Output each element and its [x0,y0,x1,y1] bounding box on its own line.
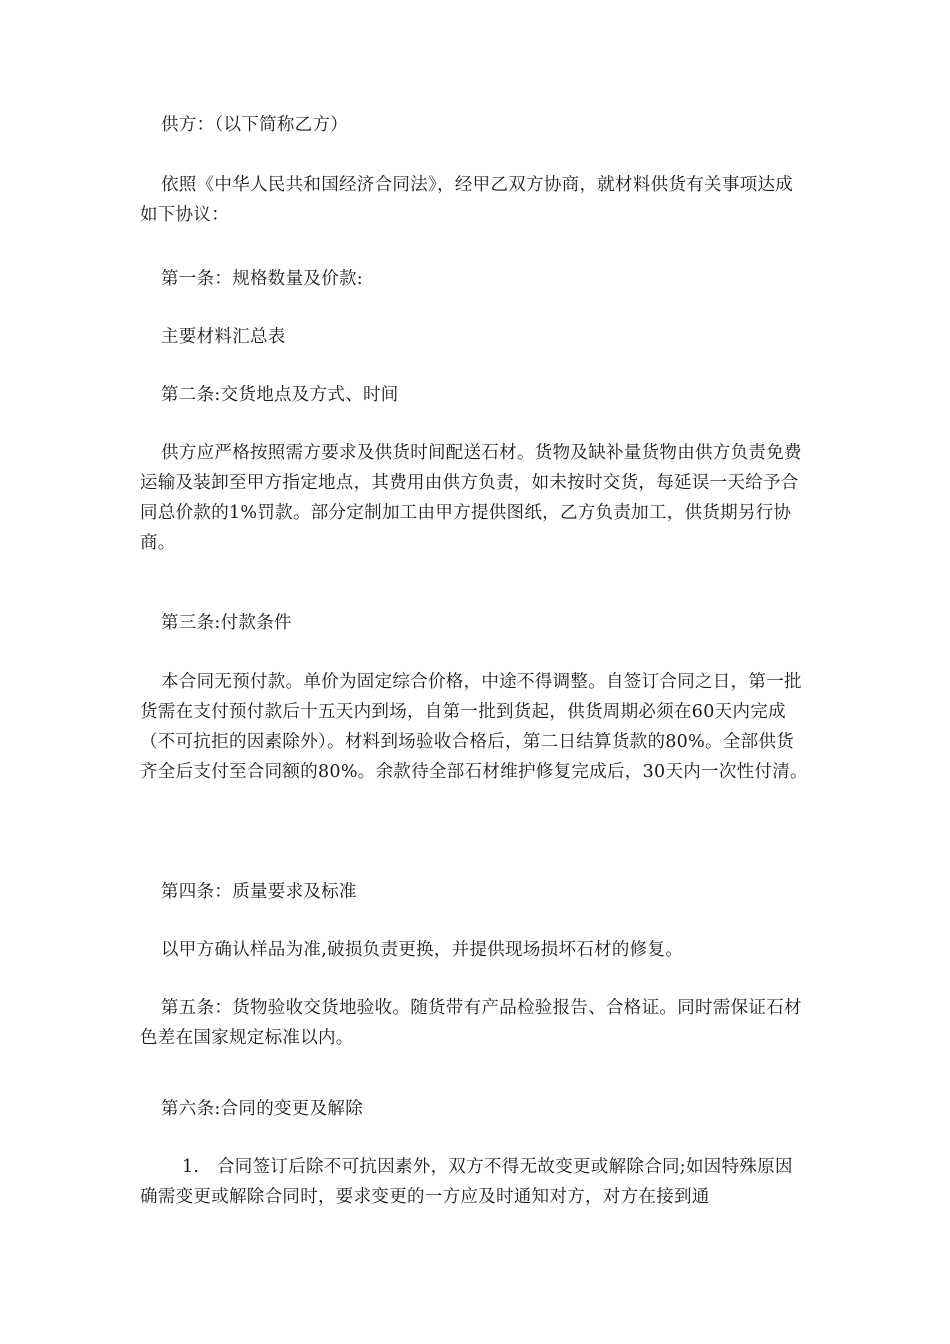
supplier-line: 供方：（以下简称乙方） [161,115,349,135]
article-6-heading: 第六条:合同的变更及解除 [161,1099,363,1119]
article-1-heading: 第一条：规格数量及价款: [161,269,363,289]
article-2-body: 供方应严格按照需方要求及供货时间配送石材。货物及缺补量货物由供方负责免费运输及装卸至甲方指定地点，其费用由供方负责，如未按时交货，每延误一天给予合同总价款的1%罚款。部分定制加工由甲方提供图纸，乙方负责加工，供货期另行协商。 [140,443,802,553]
materials-summary-label: 主要材料汇总表 [161,327,286,347]
preamble-paragraph: 依照《中华人民共和国经济合同法》，经甲乙双方协商，就材料供货有关事项达成如下协议： [140,175,794,225]
list-item-number: 1. [182,1157,200,1177]
article-3-body: 本合同无预付款。单价为固定综合价格，中途不得调整。自签订合同之日，第一批货需在支付预付款后十五天内到场，自第一批到货起，供货周期必须在60天内完成（不可抗拒的因素除外）。材料到场验收合格后，第二日结算货款的80%。全部供货齐全后支付至合同额的80%。余款待全部石材维护修复完成后，30天内一次性付清。 [140,672,808,782]
article-4-heading: 第四条：质量要求及标准 [161,882,357,902]
article-3-heading: 第三条:付款条件 [161,613,292,633]
article-4-body: 以甲方确认样品为准,破损负责更换，并提供现场损坏石材的修复。 [161,940,684,960]
article-2-heading: 第二条:交货地点及方式、时间 [161,385,399,405]
article-5-paragraph: 第五条：货物验收交货地验收。随货带有产品检验报告、合格证。同时需保证石材色差在国家规定标准以内。 [140,998,802,1048]
article-6-item-1 [140,1152,808,1212]
list-item-text: 合同签订后除不可抗因素外，双方不得无故变更或解除合同;如因特殊原因确需变更或解除合同时，要求变更的一方应及时通知对方，对方在接到通 [140,1157,793,1207]
